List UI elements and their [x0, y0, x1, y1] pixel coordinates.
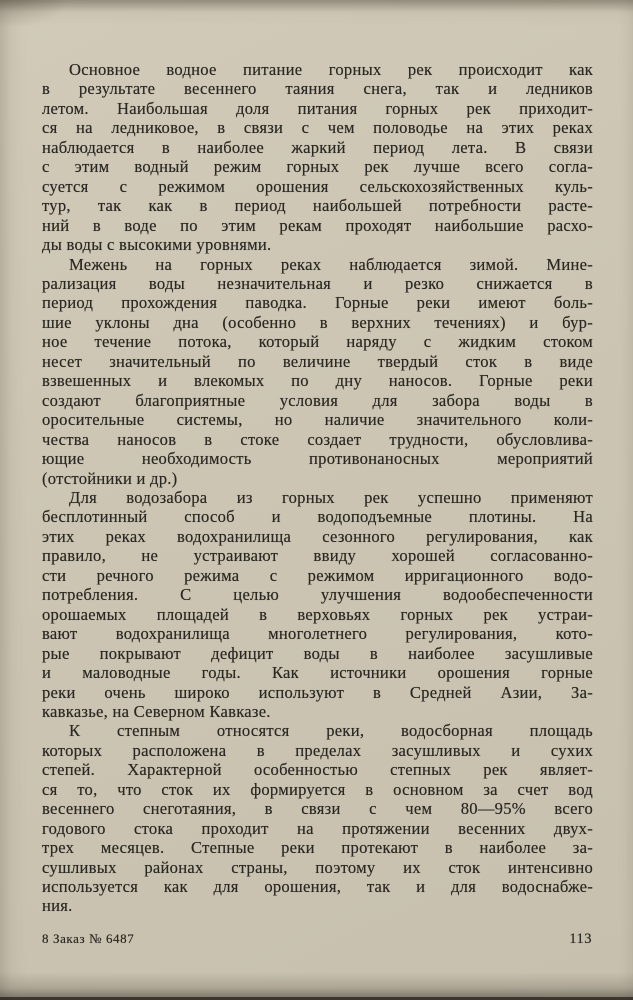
paragraph-4: К степным относятся реки, водосборная площадь которых расположена в пределах засушливых и сухих степей. Характерной особенностью степных рек являет- ся то, что сток их формируется в основном за счет вод весеннего снеготаяния, в связи с чем 80—95% всего годового стока проходит на протяжении весенних двух- трех месяцев. Степные реки протекают в наиболее за- сушливых районах страны, поэтому их сток интенсивно используется как для орошения, так и для водоснабже- ния. [42, 721, 593, 916]
scan-corner-shadow [0, 0, 72, 28]
page-number: 113 [569, 931, 592, 947]
paragraph-1: Основное водное питание горных рек происходит как в результате весеннего таяния снега, так и ледников летом. Наибольшая доля питания горных рек приходит- ся на ледниковое, в связи с чем половодье на этих реках наблюдается в наиболее жаркий период лета. В связи с этим водный режим горных рек лучше всего согла- суется с режимом орошения сельскохозяйственных куль- тур, так как в период наибольшей потребности расте- ний в воде по этим рекам проходят наибольшие расхо- ды воды с высокими уровнями. [42, 60, 593, 255]
paragraph-2: Межень на горных реках наблюдается зимой. Мине- рализация воды незначительная и резко снижается в период прохождения паводка. Горные реки имеют боль- шие уклоны дна (особенно в верхних течениях) и бур- ное течение потока, который наряду с жидким стоком несет значительный по величине твердый сток в виде взвешенных и влекомых по дну наносов. Горные реки создают благоприятные условия для забора воды в оросительные системы, но наличие значительного коли- чества наносов в стоке создает трудности, обусловлива- ющие необходимость противонаносных мероприятий (отстойники и др.) [42, 254, 593, 488]
scan-edge-bottom [0, 972, 633, 1000]
scan-edge-top [0, 0, 633, 12]
print-order-note: 8 Заказ № 6487 [42, 931, 135, 946]
page-footer [42, 931, 592, 948]
paragraph-3: Для водозабора из горных рек успешно применяют бесплотинный способ и водоподъемные плотины. На этих реках водохранилища сезонного регулирования, как правило, не устраивают ввиду хорошей согласованно- сти речного режима с режимом ирригационного водо- потребления. С целью улучшения водообеспеченности орошаемых площадей в верховьях горных рек устраи- вают водохранилища многолетнего регулирования, кото- рые покрывают дефицит воды в наиболее засушливые и маловодные годы. Как источники орошения горные реки очень широко используют в Средней Азии, За- кавказье, на Северном Кавказе. [42, 487, 593, 721]
body-text [42, 60, 593, 916]
